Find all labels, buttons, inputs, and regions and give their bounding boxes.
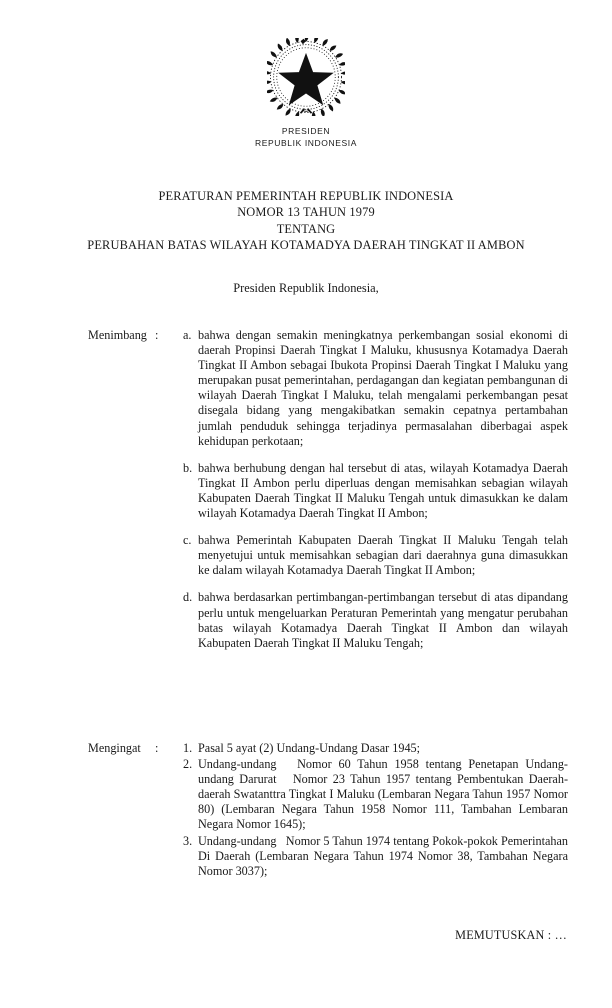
title-line-number: NOMOR 13 TAHUN 1979 [237,205,375,220]
list-item-text: Pasal 5 ayat (2) Undang-Undang Dasar 1945; [198,741,421,755]
document-title [0,188,612,254]
emblem-caption-line-1: PRESIDEN [281,126,331,136]
mengingat-section [88,741,572,880]
list-item-marker: c. [183,533,192,548]
emblem-caption-line-2: REPUBLIK INDONESIA [255,137,357,148]
indonesia-presidential-star-wreath-emblem [267,38,345,116]
list-item-text: bahwa dengan semakin meningkatnya perkembangan sosial ekonomi di daerah Propinsi Daerah Tingkat I Maluku, khususnya Kotamadya Daerah Tingkat II Ambon sebagai Ibukota Propinsi Daerah Tingkat I Maluku yang merupakan pusat pemerintahan, perdagangan dan kegiatan pembangunan di wilayah Daerah Tingkat I Maluku, telah mengalami perkembangan pesat disegala bidang yang mengakibatkan semakin cepatnya pertambahan jumlah penduduk sehingga terjadinya permasalahan diberbagai aspek kehidupan perkotaan; [198,328,572,448]
title-line-regulation: PERATURAN PEMERINTAH REPUBLIK INDONESIA [158,189,454,203]
continuation-note: MEMUTUSKAN : … [455,928,567,942]
list-item [183,590,572,650]
list-item-marker: 2. [183,757,193,772]
list-item [183,460,572,521]
list-item-text: bahwa Pemerintah Kabupaten Daerah Tingkat II Maluku Tengah telah menyetujui untuk memisahkan sebagian dari daerahnya guna dimasukkan ke dalam wilayah Kotamadya Daerah Tingkat II Ambon; [198,533,572,578]
list-item-text: bahwa berdasarkan pertimbangan-pertimbangan tersebut di atas dipandang perlu untuk mengeluarkan Peraturan Pemerintah yang mengatur perubahan batas wilayah Kotamadya Daerah Tingkat II Ambon dan wilayah Kabupaten Daerah Tingkat II Maluku Tengah; [198,590,572,650]
menimbang-label: Menimbang [88,328,147,342]
menimbang-section [88,328,572,651]
list-item-marker: b. [183,460,193,475]
list-item [183,328,572,449]
list-item-text: Undang-undang Nomor 5 Tahun 1974 tentang Pokok-pokok Pemerintahan Di Daerah (Lembaran Negara Tahun 1974 Nomor 38, Tambahan Negara Nomor 3037); [198,833,572,878]
list-item-text: Undang-undang Nomor 60 Tahun 1958 tentang Penetapan Undang-undang Darurat Nomor 23 Tahun 1957 tentang Pembentukan Daerah-daerah Swatanttra Tingkat I Maluku (Lembaran Negara Tahun 1957 Nomor 80) (Lembaran Negara Tahun 1958 Nomor 111, Tambahan Lembaran Negara Nomor 1645); [198,757,572,832]
list-item [183,833,572,879]
mengingat-colon: : [155,741,159,755]
emblem-caption [0,126,612,149]
list-item-text: bahwa berhubung dengan hal tersebut di atas, wilayah Kotamadya Daerah Tingkat II Ambon perlu diperluas dengan memisahkan sebagian wilayah Kabupaten Daerah Tingkat II Maluku Tengah untuk dimasukkan ke dalam wilayah Kotamadya Daerah Tingkat II Ambon; [198,460,572,521]
title-line-subject: PERUBAHAN BATAS WILAYAH KOTAMADYA DAERAH TINGKAT II AMBON [87,238,525,253]
letterhead [0,38,612,149]
menimbang-items [183,328,572,651]
title-line-tentang: TENTANG [276,221,336,236]
list-item [183,741,568,756]
list-item-marker: 1. [183,741,193,755]
list-item-marker: 3. [183,833,193,848]
mengingat-items [183,741,572,880]
list-item [183,757,572,832]
menimbang-colon: : [155,328,159,342]
opening-line: Presiden Republik Indonesia, [233,281,379,295]
mengingat-label: Mengingat [88,741,141,755]
list-item-marker: d. [183,590,193,605]
list-item-marker: a. [183,328,192,342]
list-item [183,533,572,578]
